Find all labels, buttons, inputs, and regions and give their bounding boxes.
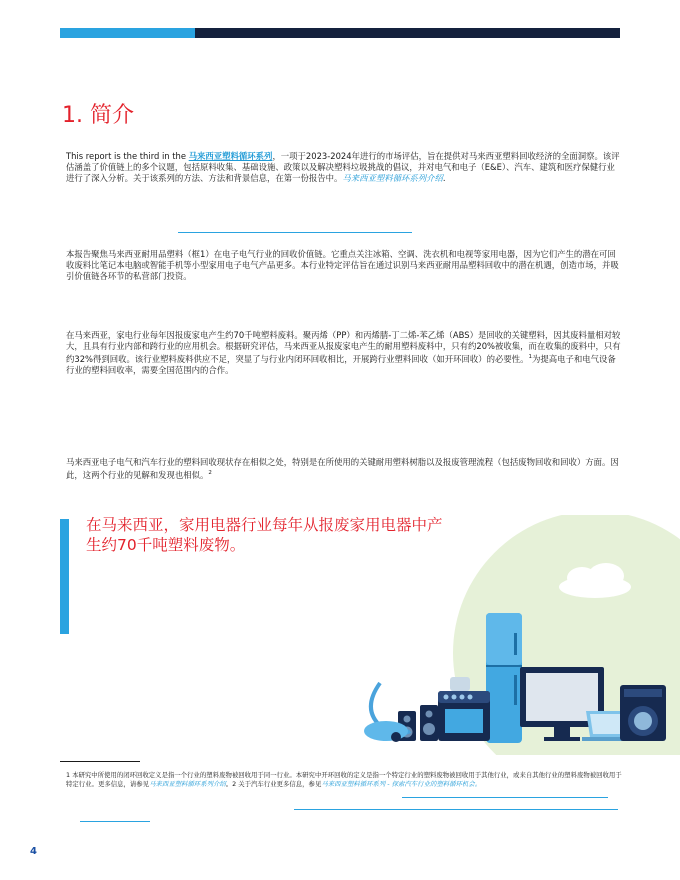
intro-prefix: This report is the third in the (66, 151, 189, 161)
section-title: 1. 简介 (62, 103, 134, 128)
footnote-link-2[interactable]: 马来西亚塑料循环系列 - 探索汽车行业的塑料循环机会。 (321, 780, 482, 788)
pull-quote: 在马来西亚，家用电器行业每年从报废家用电器中产生约70千吨塑料废物。 (86, 516, 443, 554)
footnotes (66, 771, 622, 789)
page-number: 4 (30, 846, 37, 857)
footnote-link-underline-3 (80, 821, 150, 822)
intro-body: ，一项于2023-2024年进行的市场评估，旨在提供对马来西亚塑料回收经济的全面洞察。该评估涵盖了价值链上的多个议题，包括原料收集、基础设施、政策以及解决塑料垃圾挑战的倡议，并对电气和电子（E&E）、汽车、建筑和医疗保健行业进行了深入分析。关于该系列的方法、方法和背景信息，在第一份报告中。 (66, 151, 620, 183)
paragraph-appliance-waste (66, 330, 622, 376)
footnote-ref-2[interactable]: 2 (208, 470, 212, 476)
footnote-ref-1[interactable]: 1 (528, 354, 532, 360)
header-bar-dark (195, 28, 620, 38)
paragraph-automotive-similarity (66, 457, 622, 481)
header-bar-accent (60, 28, 195, 38)
footnote-text-2: 。2 关于汽车行业更多信息，参见 (225, 780, 322, 788)
intro-paragraph (66, 151, 622, 184)
footnote-link-1[interactable]: 马来西亚塑料循环系列介绍 (149, 780, 226, 788)
intro-suffix: . (442, 173, 446, 183)
header-bar (60, 28, 620, 38)
paragraph-ee-focus: 本报告聚焦马来西亚耐用品塑料（框1）在电子电气行业的回收价值链。它重点关注冰箱、空调、洗衣机和电视等家用电器，因为它们产生的潜在可回收废料比笔记本电脑或智能手机等小型家用电子电气产品更多。本行业特定评估旨在通过识别马来西亚耐用品塑料回收中的潜在机遇，创造市场，并吸引价值链各环节的私营部门投资。 (66, 249, 619, 281)
footnote-link-underline (402, 797, 608, 798)
refrigerator-icon (486, 613, 522, 743)
paragraph-automotive-text: 马来西亚电子电气和汽车行业的塑料回收现状存在相似之处，特别是在所使用的关键耐用塑料树脂以及报废管理流程（包括废物回收和回收）方面。因此，这两个行业的见解和发现也相似。 (66, 457, 619, 480)
footnote-link-underline-2 (294, 809, 618, 810)
paragraph-appliance-waste-text: 在马来西亚，家电行业每年因报废家电产生约70千吨塑料废料。聚丙烯（PP）和丙烯腈-丁二烯-苯乙烯（ABS）是回收的关键塑料，因其废料量相对较大，且具有行业内部和跨行业的应用机会。根据研究评估，马来西亚从报废家电产生的耐用塑料废料中，只有约20%被收集，而在收集的废料中，只有约32%得到回收。该行业塑料废料供应不足，突显了与行业内闭环回收相比，开展跨行业塑料回收（如开环回收）的必要性。 (66, 330, 621, 364)
series-link[interactable]: 马来西亚塑料循环系列 (188, 151, 273, 161)
link-underline (178, 232, 412, 233)
footnote-divider (60, 761, 140, 762)
appliances-illustration (360, 515, 680, 755)
intro-report-link[interactable]: 马来西亚塑料循环系列介绍 (342, 173, 443, 183)
pull-quote-bar (60, 519, 69, 634)
footnote-text-1: 1 本研究中所使用的闭环回收定义是指一个行业的塑料废物被回收用于同一行业。本研究中开环回收的定义是指一个特定行业的塑料废物被回收用于其他行业，或来自其他行业的塑料废物被回收用于特定行业。更多信息，请参见 (66, 771, 622, 788)
paragraph-appliance-waste-tail: 为提高电子和电气设备行业的塑料回收率，需要全国范围内的合作。 (66, 353, 616, 375)
washing-machine-icon (620, 685, 666, 741)
